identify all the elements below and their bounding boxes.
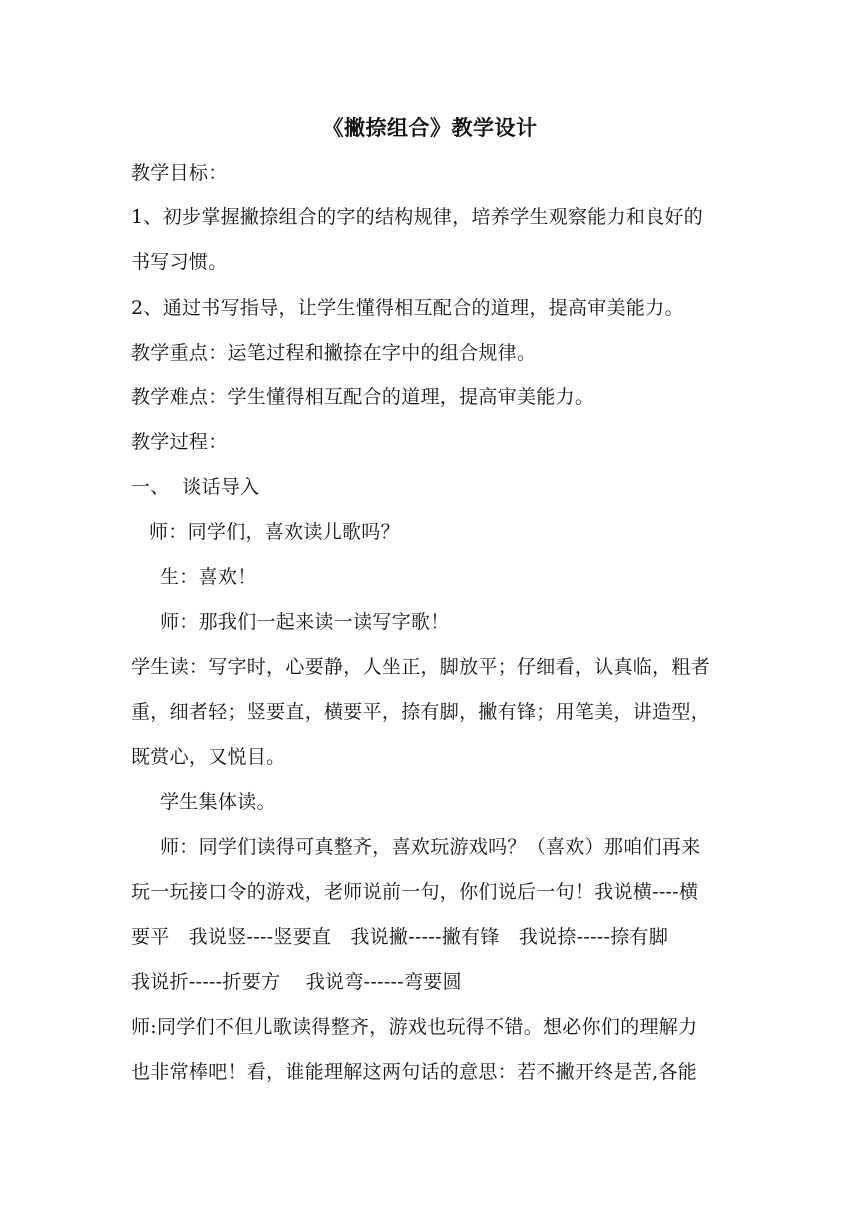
text-line-paragraph: 学生集体读。	[160, 791, 276, 813]
text-line-paragraph: 要平 我说竖----竖要直 我说撇-----撇有锋 我说捺-----捺有脚	[131, 926, 669, 948]
text-line-objectives-heading: 教学目标：	[131, 162, 228, 184]
text-line-paragraph: 玩一玩接口令的游戏，老师说前一句，你们说后一句！我说横----横	[131, 881, 699, 903]
text-line-key-point: 教学重点：运笔过程和撇捺在字中的组合规律。	[131, 342, 537, 364]
text-line-paragraph: 师:同学们不但儿歌读得整齐，游戏也玩得不错。想必你们的理解力	[131, 1016, 698, 1038]
text-line-objective-2: 2、通过书写指导，让学生懂得相互配合的道理，提高审美能力。	[131, 297, 684, 319]
text-line-difficulty: 教学难点：学生懂得相互配合的道理，提高审美能力。	[131, 386, 595, 408]
text-line-song: 学生读：写字时，心要静，人坐正，脚放平；仔细看，认真临，粗者	[131, 656, 711, 678]
text-line-dialogue: 生：喜欢！	[160, 566, 257, 588]
text-line-paragraph: 师：同学们读得可真整齐，喜欢玩游戏吗？（喜欢）那咱们再来	[160, 836, 701, 858]
text-line-objective-1-cont: 书写习惯。	[131, 251, 228, 273]
text-line-section-1: 一、 谈话导入	[131, 476, 260, 498]
text-line-song: 重，细者轻；竖要直，横要平，捺有脚，撇有锋；用笔美，讲造型，	[131, 701, 711, 723]
text-line-process-heading: 教学过程：	[131, 431, 228, 453]
text-line-song: 既赏心，又悦目。	[131, 746, 286, 768]
text-line-paragraph: 也非常棒吧！看，谁能理解这两句话的意思：若不撇开终是苦,各能	[131, 1061, 698, 1083]
text-line-paragraph: 我说折-----折要方 我说弯------弯要圆	[131, 971, 462, 993]
text-line-dialogue: 师：那我们一起来读一读写字歌！	[160, 611, 450, 633]
text-line-objective-1: 1、初步掌握撇捺组合的字的结构规律，培养学生观察能力和良好的	[131, 206, 704, 228]
document-title: 《撇捺组合》教学设计	[322, 115, 538, 140]
text-line-dialogue: 师：同学们，喜欢读儿歌吗？	[149, 521, 400, 543]
